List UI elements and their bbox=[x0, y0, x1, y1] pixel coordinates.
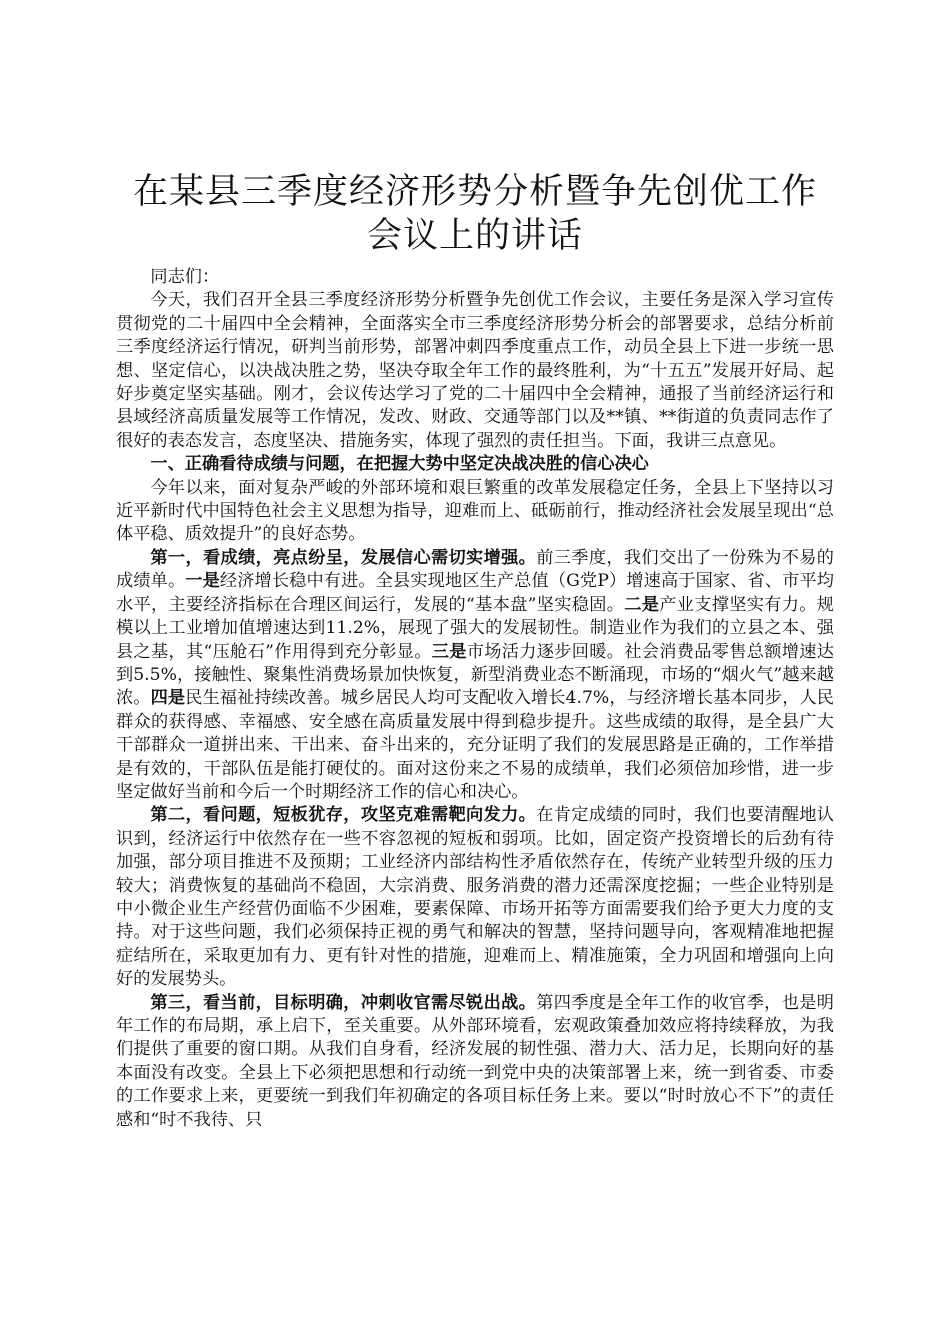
point-3-text: 第四季度是全年工作的收官季，也是明年工作的布局期，承上启下，至关重要。从外部环境看，宏观政策叠加效应将持续释放，为我们提供了重要的窗口期。从我们自身看，经济发展的韧性强、潜力大、活力足，长期向好的基本面没有改变。全县上下必须把思想和行动统一到党中央的决策部署上来，统一到省委、市委的工作要求上来，更要统一到我们年初确定的各项目标任务上来。要以“时时放心不下”的责任感和“时不我待、只 bbox=[116, 992, 834, 1130]
point-1-marker-4: 四是 bbox=[150, 688, 186, 709]
point-1-text-d: 市场活力逐步回暖。社会消费品零售总额增速达到5.5%，接触性、聚集性消费场景加快恢复，新型消费业态不断涌现，市场的“烟火气”越来越浓。 bbox=[116, 641, 834, 709]
point-1-marker-1: 一是 bbox=[185, 571, 220, 592]
section-1-intro-paragraph: 今年以来，面对复杂严峻的外部环境和艰巨繁重的改革发展稳定任务，全县上下坚持以习近平新时代中国特色社会主义思想为指导，迎难而上、砥砺前行，推动经济社会发展呈现出“总体平稳、质效提升”的良好态势。 bbox=[116, 477, 834, 545]
point-1-marker-3: 三是 bbox=[431, 641, 467, 662]
point-3-paragraph bbox=[116, 992, 834, 1132]
point-1-text-a: 前三季度，我们交出了一份殊为不易的成绩单。 bbox=[116, 547, 834, 592]
point-1-lead: 第一，看成绩，亮点纷呈，发展信心需切实增强。 bbox=[150, 547, 537, 568]
point-2-lead: 第二，看问题，短板犹存，攻坚克难需靶向发力。 bbox=[150, 805, 537, 826]
salutation: 同志们： bbox=[150, 267, 220, 287]
point-1-paragraph bbox=[116, 547, 834, 804]
point-2-text: 在肯定成绩的同时，我们也要清醒地认识到，经济运行中依然存在一些不容忽视的短板和弱项。比如，固定资产投资增长的后劲有待加强，部分项目推进不及预期；工业经济内部结构性矛盾依然存在，传统产业转型升级的压力较大；消费恢复的基础尚不稳固，大宗消费、服务消费的潜力还需深度挖掘；一些企业特别是中小微企业生产经营仍面临不少困难，要素保障、市场开拓等方面需要我们给予更大力度的支持。对于这些问题，我们必须保持正视的勇气和解决的智慧，坚持问题导向，客观精准地把握症结所在，采取更加有力、更有针对性的措施，迎难而上、精准施策，全力巩固和增强向上向好的发展势头。 bbox=[116, 805, 834, 990]
intro-paragraph: 今天，我们召开全县三季度经济形势分析暨争先创优工作会议，主要任务是深入学习宣传贯彻党的二十届四中全会精神，全面落实全市三季度经济形势分析会的部署要求，总结分析前三季度经济运行情况，研判当前形势，部署冲刺四季度重点工作，动员全县上下进一步统一思想、坚定信心，以决战决胜之势，坚决夺取全年工作的最终胜利，为“十五五”发展开好局、起好步奠定坚实基础。刚才，会议传达学习了党的二十届四中全会精神，通报了当前经济运行和县域经济高质量发展等工作情况，发改、财政、交通等部门以及**镇、**街道的负责同志作了很好的表态发言，态度坚决、措施务实，体现了强烈的责任担当。下面，我讲三点意见。 bbox=[116, 290, 834, 451]
point-1-text-b: 经济增长稳中有进。全县实现地区生产总值（G党P）增速高于国家、省、市平均水平，主要经济指标在合理区间运行，发展的“基本盘”坚实稳固。 bbox=[116, 571, 834, 615]
point-2-paragraph bbox=[116, 804, 834, 991]
section-1-heading: 一、正确看待成绩与问题，在把握大势中坚定决战决胜的信心决心 bbox=[150, 454, 649, 475]
document-page bbox=[116, 170, 834, 1132]
point-1-marker-2: 二是 bbox=[624, 594, 660, 615]
point-3-lead: 第三，看当前，目标明确，冲刺收官需尽锐出战。 bbox=[150, 992, 537, 1013]
document-title: 在某县三季度经济形势分析暨争先创优工作会议上的讲话 bbox=[132, 172, 817, 256]
point-1-text-e: 民生福祉持续改善。城乡居民人均可支配收入增长4.7%，与经济增长基本同步，人民群众的获得感、幸福感、安全感在高质量发展中得到稳步提升。这些成绩的取得，是全县广大干部群众一道拼出来、干出来、奋斗出来的，充分证明了我们的发展思路是正确的，工作举措是有效的，干部队伍是能打硬仗的。面对这份来之不易的成绩单，我们必须倍加珍惜，进一步坚定做好当前和今后一个时期经济工作的信心和决心。 bbox=[116, 688, 834, 802]
point-1-text-c: 产业支撑坚实有力。规模以上工业增加值增速达到11.2%，展现了强大的发展韧性。制造业作为我们的立县之本、强县之基，其“压舱石”作用得到充分彰显。 bbox=[116, 594, 834, 662]
